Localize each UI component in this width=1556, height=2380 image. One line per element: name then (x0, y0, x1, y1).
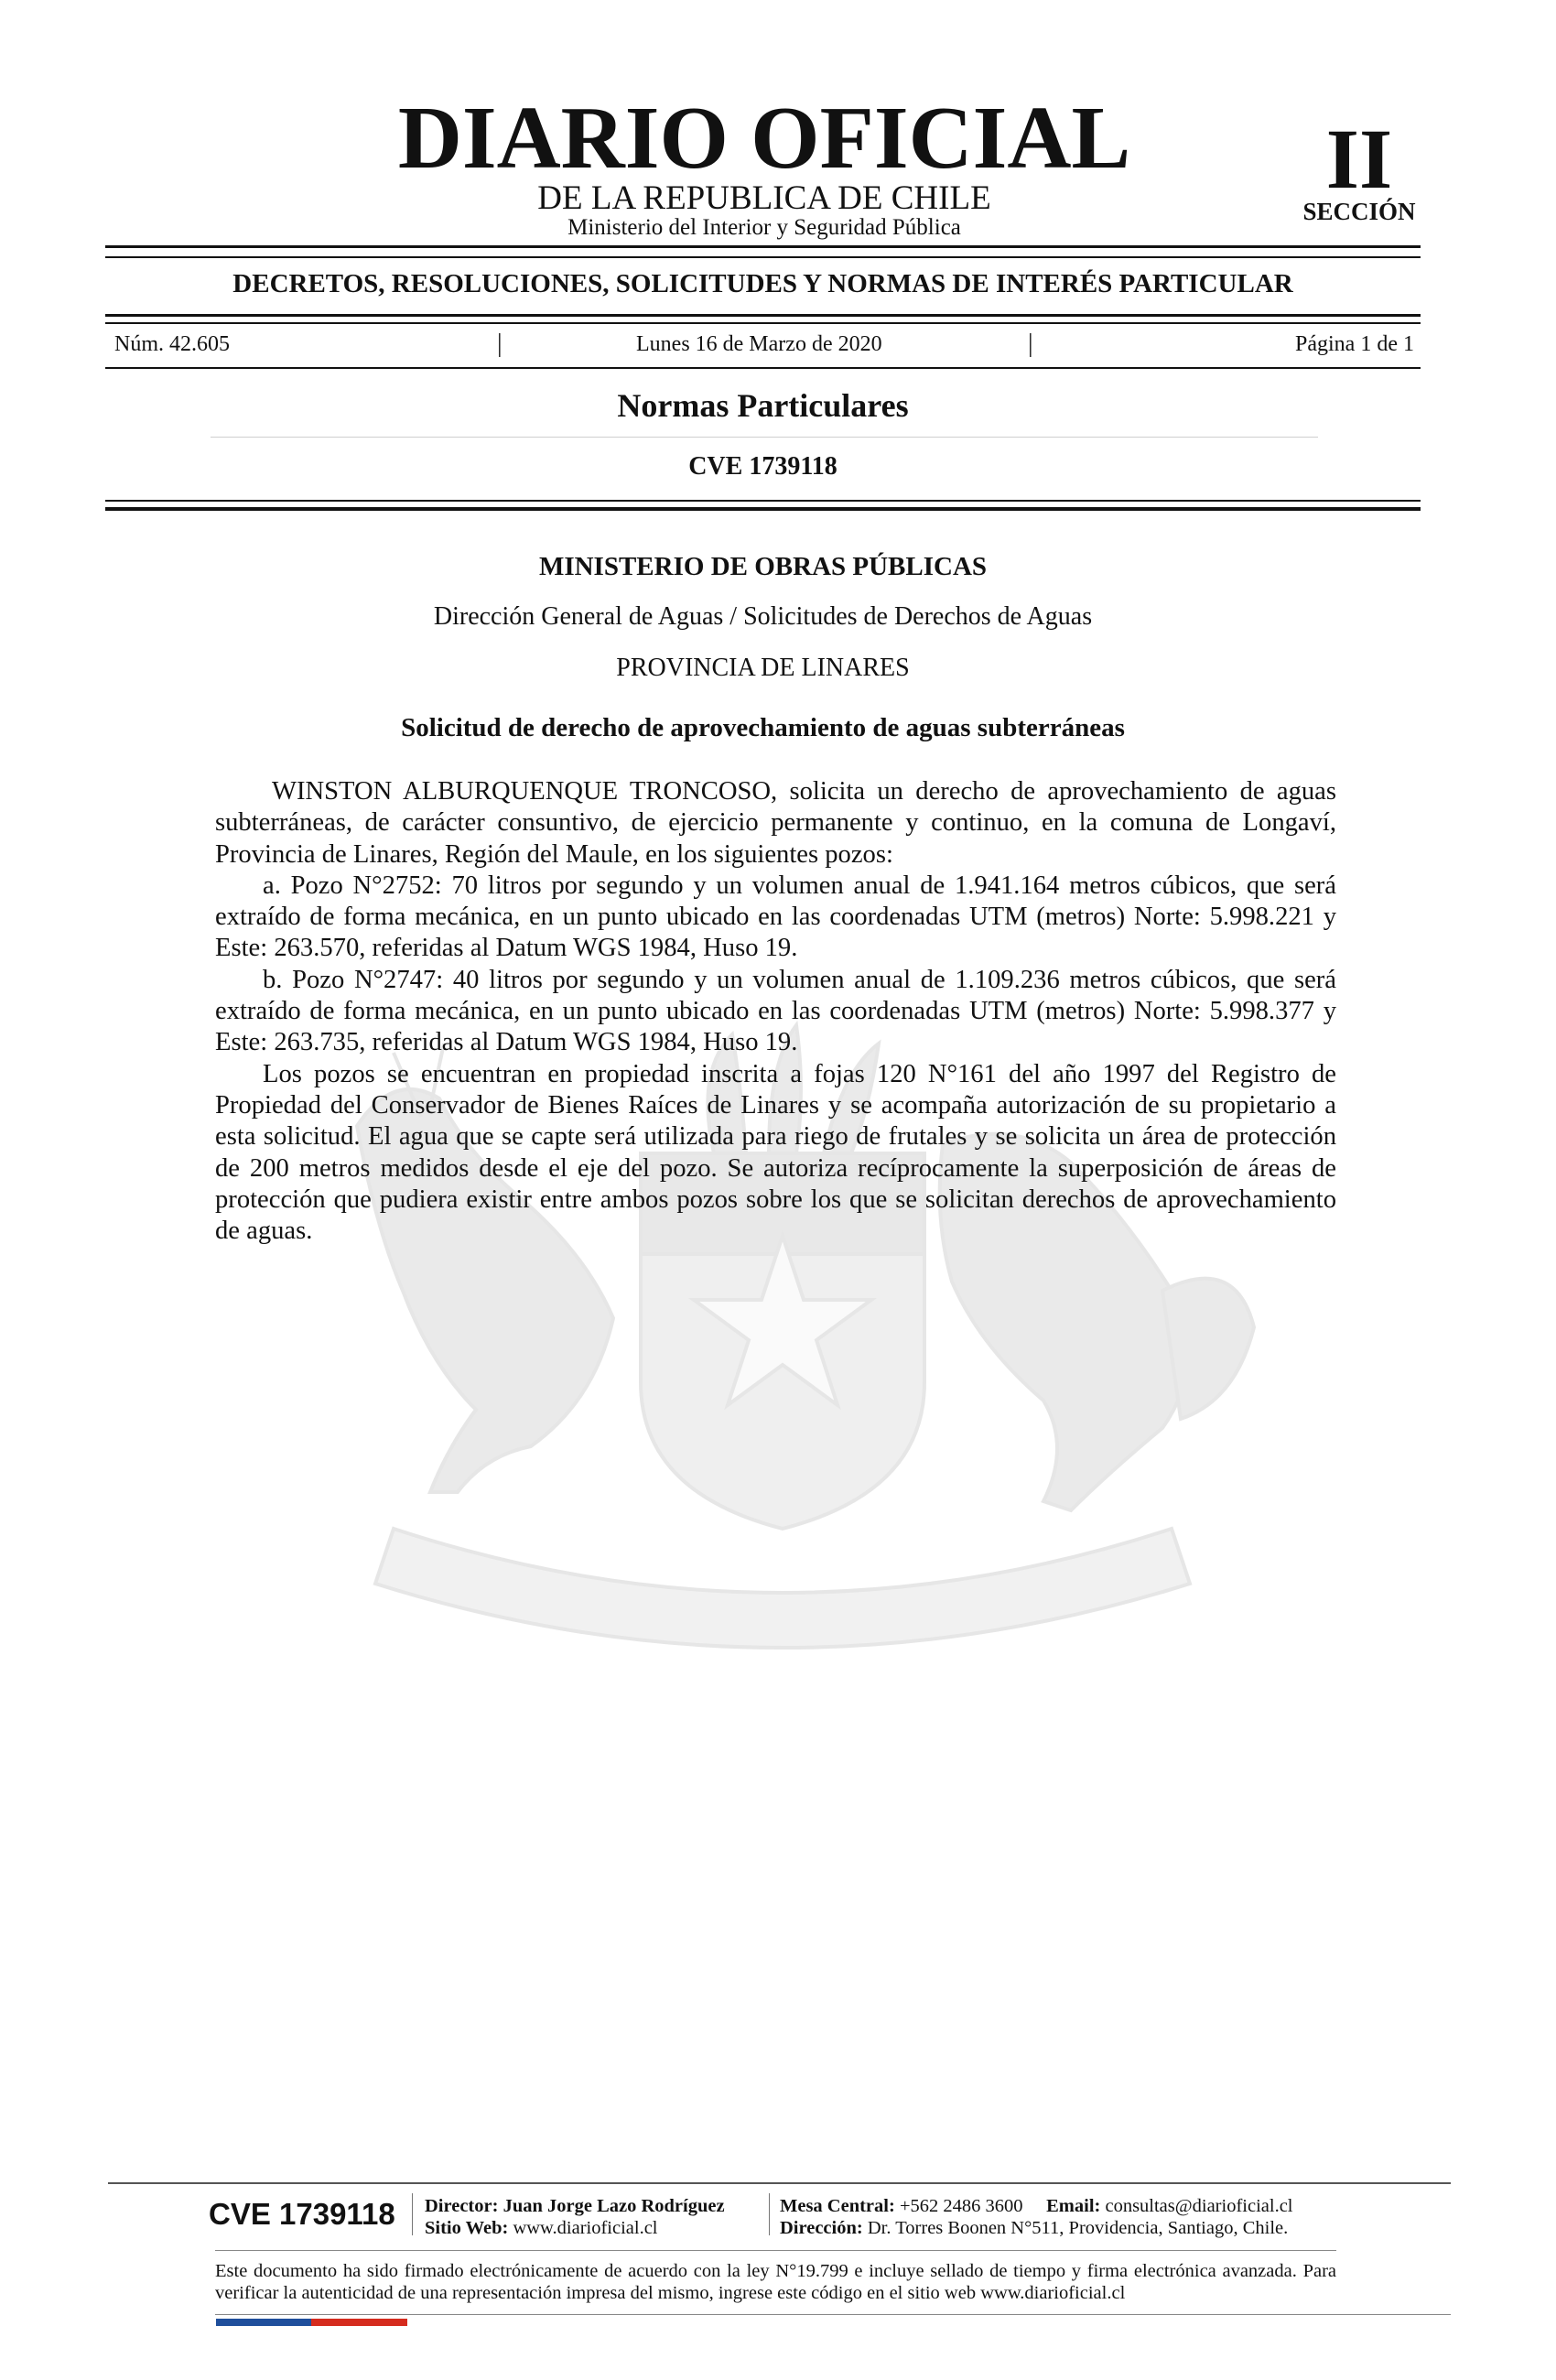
website-link[interactable]: www.diarioficial.cl (513, 2218, 658, 2238)
masthead: DIARIO OFICIAL (397, 89, 1131, 187)
issuing-direction: Dirección General de Aguas / Solicitudes de Derechos de Aguas (433, 602, 1093, 631)
email-label: Email: (1046, 2196, 1101, 2216)
email-link[interactable]: consultas@diarioficial.cl (1105, 2196, 1293, 2216)
footer-rule (108, 2182, 1451, 2184)
footer-cve-code: CVE 1739118 (209, 2197, 395, 2231)
body-paragraph: Los pozos se encuentran en propiedad inscrita a fojas 120 N°161 del año 1997 del Registro de Propiedad del Conservador de Bienes Raíces de Linares y se acompaña autorización de su propietario a esta solicitud. El agua que se capte será utilizada para riego de frutales y se solicita un área de protección de 200 metros medidos desde el eje del pozo. Se autoriza recíprocamente la superposición de áreas de protección que pudiera existir entre ambos pozos sobre los que se solicitan derechos de aprovechamiento de aguas. (215, 1059, 1336, 1246)
flag-stripe-blue (216, 2319, 311, 2326)
masthead-subtitle: DE LA REPUBLICA DE CHILE (537, 179, 991, 217)
body-paragraph: a. Pozo N°2752: 70 litros por segundo y un volumen anual de 1.941.164 metros cúbicos, que será extraído de forma mecánica, en un punto ubicado en las coordenadas UTM (metros) Norte: 5.998.221 y Este: 263.570, referidas al Datum WGS 1984, Huso 19. (215, 871, 1336, 963)
director-name: Juan Jorge Lazo Rodríguez (502, 2196, 725, 2216)
province: PROVINCIA DE LINARES (616, 654, 910, 682)
page-number: Página 1 de 1 (1295, 332, 1414, 356)
address-label: Dirección: (780, 2218, 863, 2238)
divider (211, 437, 1318, 438)
footer-divider (412, 2193, 413, 2235)
section-title: DECRETOS, RESOLUCIONES, SOLICITUDES Y NORMAS DE INTERÉS PARTICULAR (232, 269, 1293, 298)
address: Dr. Torres Boonen N°511, Providencia, Santiago, Chile. (867, 2218, 1289, 2238)
issue-date: Lunes 16 de Marzo de 2020 (636, 332, 882, 356)
flag-stripe-red (311, 2319, 407, 2326)
website-label: Sitio Web: (425, 2218, 509, 2238)
section-label: SECCIÓN (1302, 198, 1416, 225)
meta-separator: | (1028, 330, 1033, 358)
cve-code: CVE 1739118 (688, 452, 837, 481)
header-rule (105, 314, 1421, 317)
header-rule (105, 322, 1421, 324)
header-rule (105, 256, 1421, 258)
footer-rule (215, 2250, 1336, 2251)
document-body (215, 776, 1336, 1247)
norms-title: Normas Particulares (617, 387, 909, 424)
footer-director-block (425, 2195, 725, 2239)
director-label: Director: (425, 2196, 499, 2216)
phone-label: Mesa Central: (780, 2196, 895, 2216)
phone-number: +562 2486 3600 (899, 2196, 1023, 2216)
meta-separator: | (497, 330, 502, 358)
meta-rule (105, 367, 1421, 369)
issuing-ministry: MINISTERIO DE OBRAS PÚBLICAS (538, 552, 988, 581)
issue-number: Núm. 42.605 (114, 332, 230, 356)
header-rule (105, 507, 1421, 511)
section-numeral: II (1325, 113, 1393, 207)
header-rule (105, 500, 1421, 502)
footer-divider (769, 2193, 770, 2235)
masthead-ministry: Ministerio del Interior y Seguridad Pública (567, 215, 961, 240)
body-paragraph: WINSTON ALBURQUENQUE TRONCOSO, solicita un derecho de aprovechamiento de aguas subterráneas, de carácter consuntivo, de ejercicio permanente y continuo, en la comuna de Longaví, Provincia de Linares, Región del Maule, en los siguientes pozos: (215, 777, 1336, 869)
body-paragraph: b. Pozo N°2747: 40 litros por segundo y un volumen anual de 1.109.236 metros cúbicos, que será extraído de forma mecánica, en un punto ubicado en las coordenadas UTM (metros) Norte: 5.998.377 y Este: 263.735, referidas al Datum WGS 1984, Huso 19. (215, 965, 1336, 1057)
legal-notice: Este documento ha sido firmado electrónicamente de acuerdo con la ley N°19.799 e incluye sellado de tiempo y firma electrónica avanzada. Para verificar la autenticidad de una representación impresa del mismo, ingrese este código en el sitio web www.diarioficial.cl (215, 2261, 1336, 2303)
footer-contact-block (780, 2195, 1338, 2239)
document-title: Solicitud de derecho de aprovechamiento de aguas subterráneas (401, 713, 1125, 742)
header-rule (105, 245, 1421, 248)
footer-rule (215, 2314, 1451, 2315)
